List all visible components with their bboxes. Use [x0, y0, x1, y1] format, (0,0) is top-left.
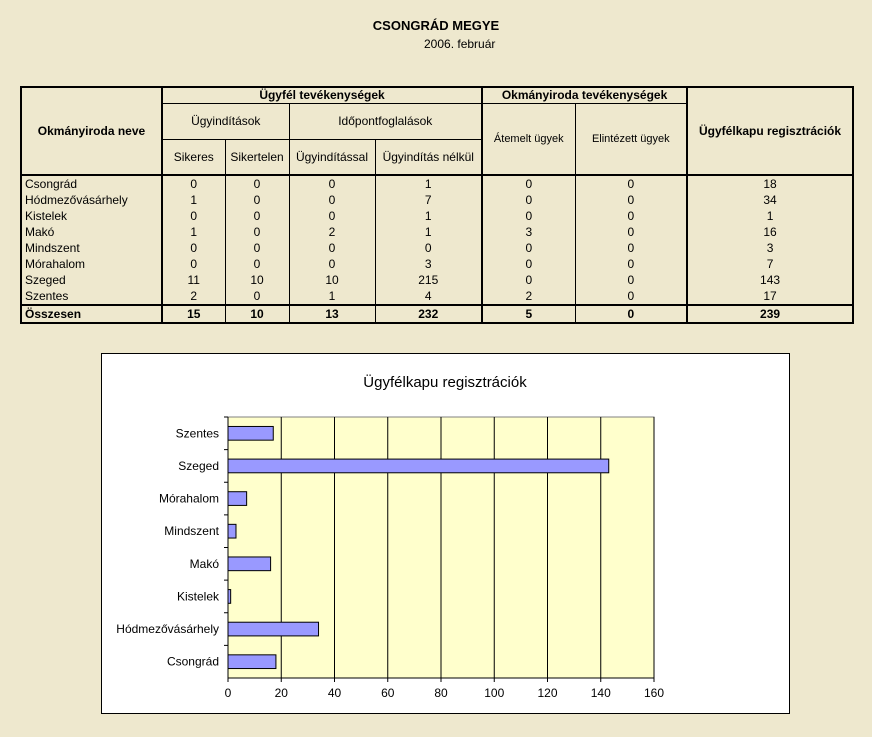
bar-mórahalom: [228, 492, 247, 506]
group-header-client-activities: Ügyfél tevékenységek: [162, 87, 482, 104]
table-cell: 3: [482, 224, 575, 240]
column-header-ugyinditas-nelkul: Ügyindítás nélkül: [375, 140, 482, 176]
category-label: Mindszent: [164, 524, 219, 539]
subgroup-header-case-starts: Ügyindítások: [162, 104, 289, 140]
office-name-cell: Mórahalom: [21, 256, 162, 272]
table-cell: 0: [575, 288, 687, 305]
table-cell: 15: [162, 305, 225, 323]
category-label: Szentes: [175, 426, 219, 441]
table-cell: 215: [375, 272, 482, 288]
table-cell: 10: [225, 305, 289, 323]
table-cell: 0: [225, 240, 289, 256]
subgroup-header-appointments: Időpontfoglalások: [289, 104, 482, 140]
table-cell: 0: [162, 256, 225, 272]
x-tick-label: 20: [274, 686, 288, 700]
x-tick-label: 80: [434, 686, 448, 700]
table-row: [21, 192, 853, 208]
table-cell: 0: [575, 192, 687, 208]
x-tick-label: 120: [537, 686, 558, 700]
table-cell: 0: [575, 175, 687, 192]
table-cell: 2: [482, 288, 575, 305]
bar-chart: [102, 354, 789, 713]
table-cell: 0: [225, 256, 289, 272]
office-name-cell: Hódmezővásárhely: [21, 192, 162, 208]
table-cell: 0: [482, 272, 575, 288]
table-cell: 1: [162, 192, 225, 208]
office-name-cell: Szeged: [21, 272, 162, 288]
table-cell: 10: [225, 272, 289, 288]
chart-container: [101, 353, 790, 714]
column-header-ugyfelkapu: Ügyfélkapu regisztrációk: [687, 87, 853, 175]
x-tick-label: 60: [381, 686, 395, 700]
table-cell: 1: [375, 224, 482, 240]
table-cell: 5: [482, 305, 575, 323]
table-row: [21, 208, 853, 224]
column-header-elintezett: Elintézett ügyek: [575, 104, 687, 176]
table-cell: 1: [375, 208, 482, 224]
x-tick-label: 100: [484, 686, 505, 700]
x-tick-label: 140: [590, 686, 611, 700]
chart-title: Ügyfélkapu regisztrációk: [363, 374, 527, 391]
office-name-cell: Makó: [21, 224, 162, 240]
table-cell: 0: [289, 240, 375, 256]
table-cell: 2: [162, 288, 225, 305]
table-cell: 3: [687, 240, 853, 256]
table-cell: 0: [225, 208, 289, 224]
total-label: Összesen: [21, 305, 162, 323]
table-cell: 34: [687, 192, 853, 208]
table-cell: 18: [687, 175, 853, 192]
table-cell: 0: [482, 192, 575, 208]
bar-csongrád: [228, 655, 276, 669]
category-label: Hódmezővásárhely: [116, 622, 219, 637]
table-cell: 143: [687, 272, 853, 288]
page-title: CSONGRÁD MEGYE: [372, 18, 500, 33]
bar-szentes: [228, 426, 273, 440]
office-name-cell: Szentes: [21, 288, 162, 305]
statistics-table: [20, 86, 854, 324]
office-name-cell: Kistelek: [21, 208, 162, 224]
table-cell: 0: [575, 305, 687, 323]
table-cell: 0: [575, 240, 687, 256]
table-row: [21, 288, 853, 305]
table-cell: 0: [225, 175, 289, 192]
table-row: [21, 240, 853, 256]
office-name-cell: Mindszent: [21, 240, 162, 256]
category-label: Csongrád: [166, 654, 219, 669]
table-cell: 7: [687, 256, 853, 272]
table-cell: 0: [482, 175, 575, 192]
table-cell: 1: [289, 288, 375, 305]
table-cell: 0: [162, 175, 225, 192]
table-total-row: [21, 305, 853, 323]
table-cell: 0: [162, 208, 225, 224]
table-cell: 4: [375, 288, 482, 305]
category-label: Mórahalom: [158, 491, 219, 506]
x-tick-label: 160: [643, 686, 665, 700]
table-row: [21, 272, 853, 288]
table-cell: 10: [289, 272, 375, 288]
column-header-name: Okmányiroda neve: [21, 87, 162, 175]
table-cell: 239: [687, 305, 853, 323]
table-cell: 3: [375, 256, 482, 272]
table-row: [21, 175, 853, 192]
bar-hódmezővásárhely: [228, 622, 319, 636]
table-cell: 0: [482, 256, 575, 272]
table-cell: 0: [575, 256, 687, 272]
bar-makó: [228, 557, 271, 571]
table-row: [21, 224, 853, 240]
column-header-ugyinditassal: Ügyindítással: [289, 140, 375, 176]
bar-kistelek: [228, 590, 231, 604]
office-name-cell: Csongrád: [21, 175, 162, 192]
column-header-sikertelen: Sikertelen: [225, 140, 289, 176]
table-row: [21, 256, 853, 272]
x-tick-label: 40: [327, 686, 342, 700]
table-cell: 11: [162, 272, 225, 288]
table-cell: 0: [482, 240, 575, 256]
table-cell: 0: [575, 208, 687, 224]
table-cell: 0: [289, 192, 375, 208]
table-cell: 13: [289, 305, 375, 323]
bar-mindszent: [228, 524, 236, 538]
table-cell: 0: [225, 224, 289, 240]
table-cell: 232: [375, 305, 482, 323]
table-cell: 16: [687, 224, 853, 240]
table-cell: 1: [162, 224, 225, 240]
category-label: Makó: [189, 556, 219, 571]
table-cell: 0: [225, 288, 289, 305]
table-cell: 0: [575, 224, 687, 240]
table-cell: 1: [687, 208, 853, 224]
table-cell: 0: [289, 175, 375, 192]
table-cell: 7: [375, 192, 482, 208]
table-cell: 0: [289, 208, 375, 224]
report-date: 2006. február: [424, 37, 496, 51]
table-cell: 0: [225, 192, 289, 208]
column-header-sikeres: Sikeres: [162, 140, 225, 176]
table-cell: 0: [289, 256, 375, 272]
column-header-atemelt: Átemelt ügyek: [482, 104, 575, 176]
category-label: Szeged: [178, 458, 219, 473]
table-cell: 0: [575, 272, 687, 288]
table-cell: 0: [375, 240, 482, 256]
x-tick-label: 0: [224, 686, 232, 700]
table-cell: 0: [162, 240, 225, 256]
bar-szeged: [228, 459, 609, 473]
table-cell: 17: [687, 288, 853, 305]
table-cell: 2: [289, 224, 375, 240]
group-header-office-activities: Okmányiroda tevékenységek: [482, 87, 687, 104]
table-cell: 0: [482, 208, 575, 224]
category-label: Kistelek: [176, 589, 219, 604]
table-cell: 1: [375, 175, 482, 192]
